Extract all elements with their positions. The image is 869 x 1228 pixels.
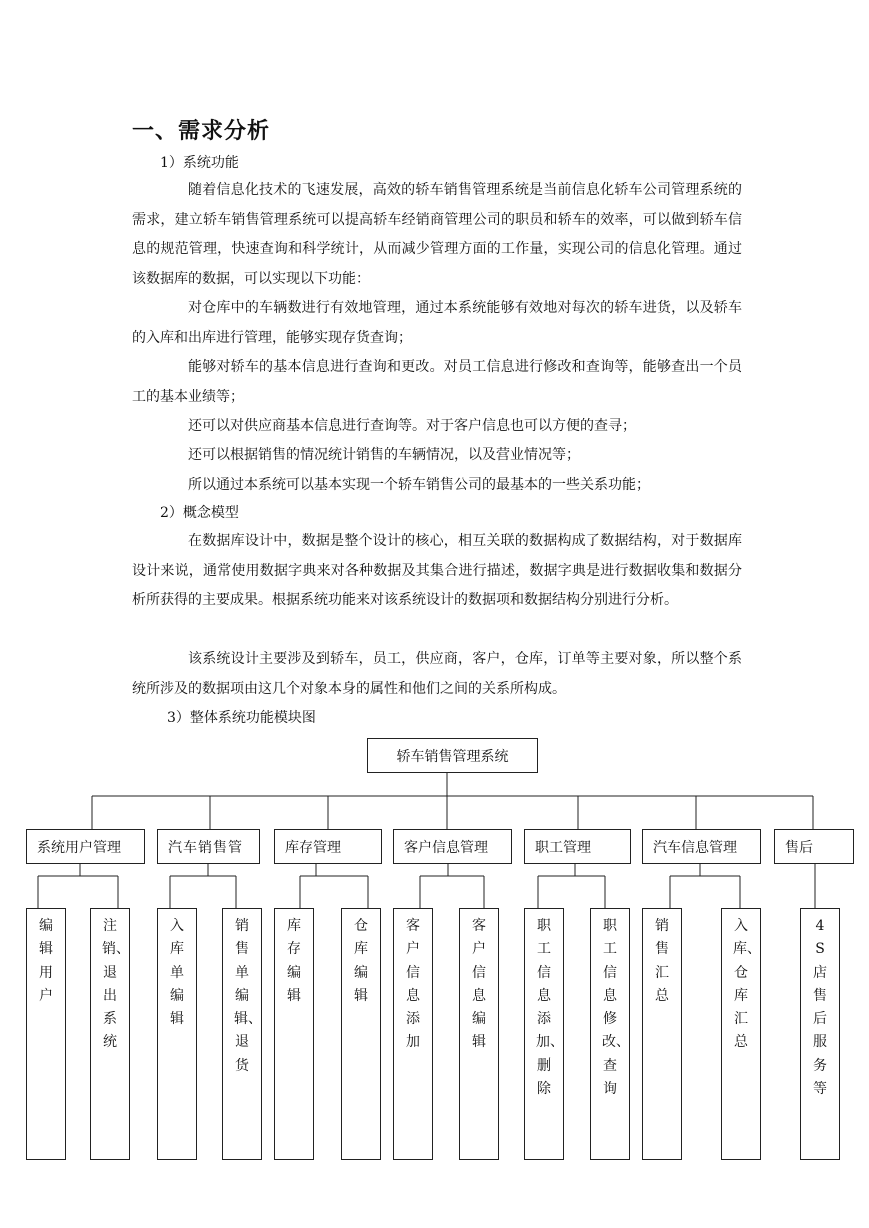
paragraph: 随着信息化技术的飞速发展，高效的轿车销售管理系统是当前信息化轿车公司管理系统的需求，建立轿车销售管理系统可以提高轿车经销商管理公司的职员和轿车的效率，可以做到轿车信息的规范管理，快速查询和科学统计，从而减少管理方面的工作量，实现公司的信息化管理。通过该数据库的数据，可以实现以下功能： [132, 182, 742, 287]
leaf-label: 客户信息编辑 [472, 918, 486, 1051]
leaf-label: 注销、退出系统 [102, 918, 130, 1051]
section-3-title: 3）整体系统功能模块图 [167, 710, 316, 726]
leaf-label: 编辑用户 [39, 918, 53, 1004]
module-box: 客户信息管理 [393, 829, 512, 864]
leaf-box [274, 908, 314, 1160]
paragraph: 所以通过本系统可以基本实现一个轿车销售公司的最基本的一些关系功能； [188, 477, 650, 493]
leaf-label: 职工信息修改、查询 [602, 918, 630, 1098]
module-box: 汽车销售管 [157, 829, 260, 864]
leaf-label: 职工信息添加、删除 [536, 918, 564, 1098]
module-box: 职工管理 [524, 829, 631, 864]
paragraph: 该系统设计主要涉及到轿车，员工，供应商，客户，仓库，订单等主要对象，所以整个系统所涉及的数据项由这几个对象本身的属性和他们之间的关系所构成。 [132, 651, 742, 697]
leaf-box [26, 908, 66, 1160]
leaf-box [157, 908, 197, 1160]
leaf-label: 客户信息添加 [406, 918, 420, 1051]
leaf-label: 入库、仓库汇总 [733, 918, 761, 1051]
leaf-box [90, 908, 130, 1160]
leaf-box [642, 908, 682, 1160]
leaf-label: 入库单编辑 [170, 918, 184, 1028]
page-heading: 一、需求分析 [132, 118, 271, 144]
leaf-label: 销售汇总 [655, 918, 669, 1004]
section-1-title: 1）系统功能 [160, 155, 239, 171]
leaf-box [459, 908, 499, 1160]
diagram-root-box: 轿车销售管理系统 [367, 738, 538, 773]
leaf-box [341, 908, 381, 1160]
leaf-label: 库存编辑 [287, 918, 301, 1004]
leaf-box [800, 908, 840, 1160]
leaf-box [721, 908, 761, 1160]
leaf-label: 仓库编辑 [354, 918, 368, 1004]
module-box: 库存管理 [274, 829, 382, 864]
module-box: 售后 [774, 829, 854, 864]
leaf-box [393, 908, 433, 1160]
paragraph: 能够对轿车的基本信息进行查询和更改。对员工信息进行修改和查询等，能够查出一个员工的基本业绩等； [132, 359, 742, 405]
leaf-label: 销售单编辑、退货 [234, 918, 262, 1074]
paragraph: 在数据库设计中，数据是整个设计的核心，相互关联的数据构成了数据结构，对于数据库设计来说，通常使用数据字典来对各种数据及其集合进行描述，数据字典是进行数据收集和数据分析所获得的主要成果。根据系统功能来对该系统设计的数据项和数据结构分别进行分析。 [132, 533, 742, 609]
leaf-box [222, 908, 262, 1160]
module-box: 汽车信息管理 [642, 829, 761, 864]
leaf-box [524, 908, 564, 1160]
paragraph: 还可以对供应商基本信息进行查询等。对于客户信息也可以方便的查寻； [188, 418, 636, 434]
section-2-title: 2）概念模型 [160, 505, 239, 521]
leaf-box [590, 908, 630, 1160]
leaf-label: 4S店售后服务等 [813, 918, 827, 1098]
module-box: 系统用户管理 [26, 829, 145, 864]
paragraph: 对仓库中的车辆数进行有效地管理，通过本系统能够有效地对每次的轿车进货，以及轿车的入库和出库进行管理，能够实现存货查询； [132, 300, 742, 346]
paragraph: 还可以根据销售的情况统计销售的车辆情况，以及营业情况等； [188, 447, 580, 463]
